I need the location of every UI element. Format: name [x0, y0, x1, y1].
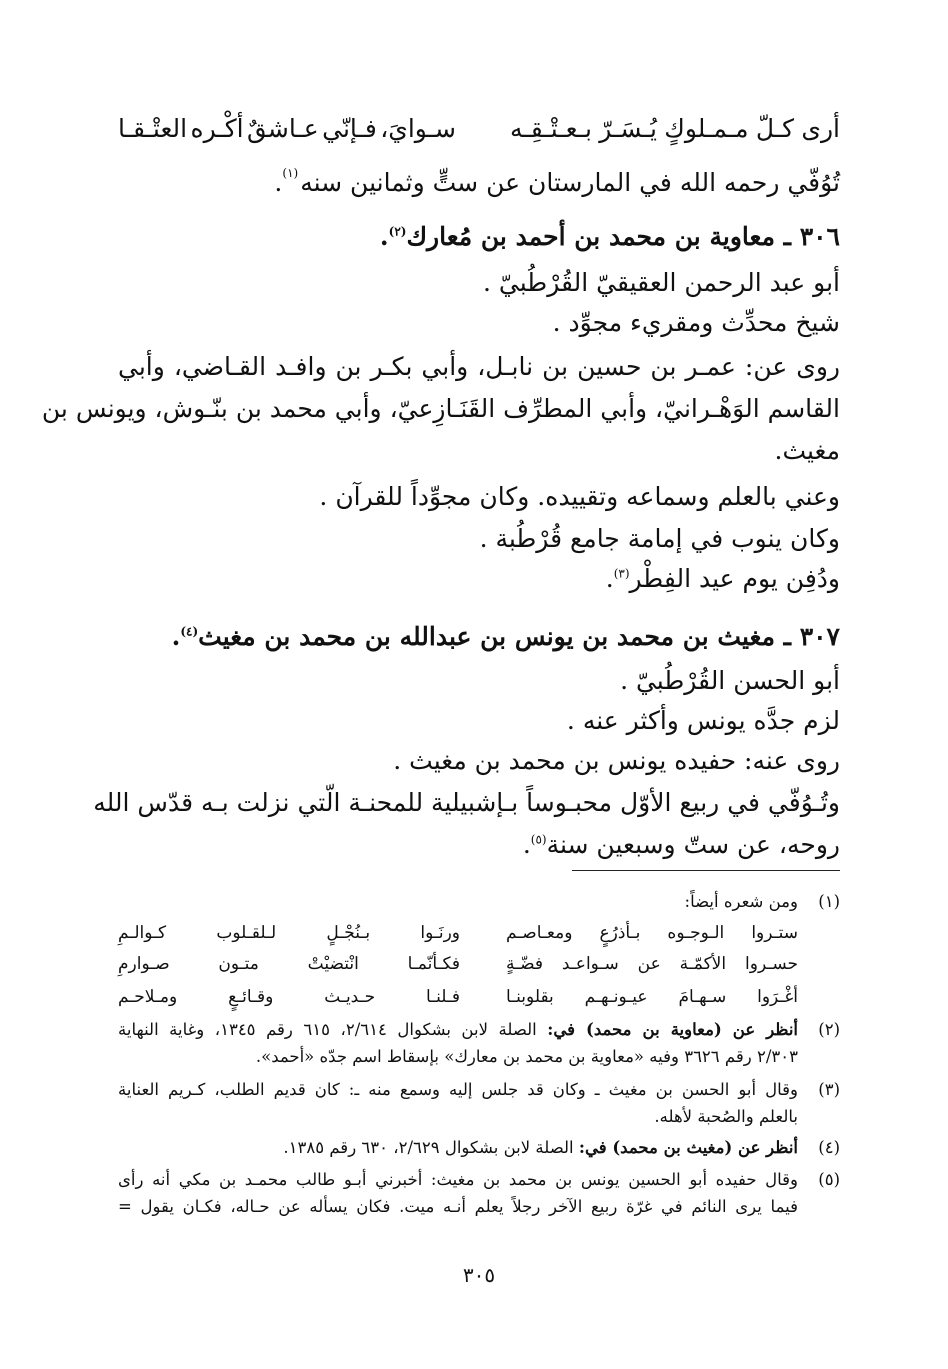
entry-306-line-2: وكان ينوب في إمامة جامع قُرْطُبة . — [479, 524, 840, 553]
entry-307-line-2: روى عنه: حفيده يونس بن محمد بن مغيث . — [393, 746, 840, 775]
footnote-divider — [572, 870, 840, 871]
page-number: ٣٠٥ — [462, 1263, 496, 1287]
footnote-verse-3-first: أغْـرَوا سـهـامَ عيـونـهـم بقلوبنـا — [506, 987, 798, 1007]
footnote-ref-1: (١) — [282, 166, 299, 180]
footnote-3 — [118, 1076, 840, 1130]
entry-306-narration-3: مغيث. — [774, 436, 840, 465]
entry-307-kunya: أبو الحسن القُرْطُبيّ . — [620, 666, 840, 695]
footnote-number: (٣) — [818, 1080, 840, 1099]
entry-306-heading: ٣٠٦ ـ معاوية بن محمد بن أحمد بن مُعارك$^{(٢)}$. — [379, 222, 840, 251]
footnote-number: (١) — [818, 892, 840, 911]
entry-306-kunya: أبو عبد الرحمن العقيقيّ القُرْطُبيّ . — [483, 268, 840, 297]
entry-306-narration-1: روى عن: عمـر بن حسين بن نابـل، وأبي بكـر بن وافـد القـاضي، وأبي — [118, 352, 840, 381]
footnote-verse-2-first: حسـروا الأكمّـة عن سـواعـد فضّـةٍ — [506, 954, 798, 974]
entry-306-line-3: ودُفِن يوم عيد الفِطْر$^{(٣)}$. — [605, 564, 840, 593]
footnote-1 — [118, 888, 840, 915]
footnote-verse-1-second: ورنَـوا بـنُجْـلٍ لـلقـلوب كـوالـمِ — [118, 923, 460, 943]
footnote-3-line-1: وقال أبو الحسن بن مغيث ـ وكان قد جلس إليه وسمع منه ـ: كان قديم الطلب، كـريم العناية — [118, 1080, 798, 1099]
footnote-ref-5: (٥) — [530, 832, 547, 847]
footnote-number: (٢) — [818, 1020, 840, 1039]
footnote-5 — [118, 1166, 840, 1220]
footnote-2-line-2: ٢/٣٠٣ رقم ٣٦٢٦ وفيه «معاوية بن محمد بن معارك» بإسقاط اسم جدّه «أحمد». — [255, 1047, 798, 1066]
footnote-ref-4: (٤) — [180, 624, 199, 639]
footnote-ref-3: (٣) — [613, 566, 630, 581]
footnote-4 — [118, 1134, 840, 1161]
footnote-5-line-2: فيما يرى النائم في غرّة ربيع الآخر رجلاً يعلم أنـه ميت. فكان يسأله عن حـاله، فكـان يقول = — [118, 1197, 798, 1216]
footnote-number: (٥) — [818, 1170, 840, 1189]
entry-307-heading: ٣٠٧ ـ مغيث بن محمد بن يونس بن عبدالله بن محمد بن مغيث$^{(٤)}$. — [171, 622, 840, 651]
footnote-1-poem — [118, 918, 840, 1018]
footnote-number: (٤) — [818, 1138, 840, 1157]
entry-307-line-3: وتُـوُفّي في ربيع الأوّل محبـوساً بـإشبيلية للمحنـة الّتي نزلت بـه قدّس الله — [93, 788, 840, 817]
footnote-2 — [118, 1016, 840, 1070]
footnote-4-line-1: أنظر عن (مغيث بن محمد) في: الصلة لابن بشكوال ٢/٦٢٩، ٦٣٠ رقم ١٣٨٥. — [283, 1138, 798, 1157]
footnote-3-line-2: بالعلم والصُحبة لأهله. — [654, 1107, 798, 1126]
entry-306-line-1: وعني بالعلم وسماعه وتقييده. وكان مجوِّداً للقرآن . — [319, 482, 840, 511]
entry-306-narration-2: القاسم الوَهْـرانيّ، وأبي المطرِّف القَنَـازِعيّ، وأبي محمد بن بنّـوش، ويونس بن — [41, 394, 840, 423]
verse-first-hemistich: أرى كـلّ مـمـلوكٍ يُـسَـرّ بـعـتْـقِـه — [510, 114, 840, 143]
footnote-verse-3-second: فـلنـا حـديـث وقـائـعٍ ومـلاحـم — [118, 987, 460, 1007]
entry-307-line-1: لزم جدَّه يونس وأكثر عنه . — [566, 706, 840, 735]
book-page — [41, 98, 840, 1298]
entry-306-description: شيخ محدِّث ومقريء مجوِّد . — [552, 308, 840, 337]
death-note: تُوُفّي رحمه الله في المارستان عن ستٍّ وثمانين سنه$^{(١)}$. — [274, 166, 840, 197]
footnote-5-line-1: وقال حفيده أبو الحسين يونس بن محمد بن مغيث: أخبرني أبـو طالب محمـد بن مكي أنه رأى — [118, 1170, 798, 1189]
footnote-verse-2-second: فكـأنّمـا انْتضيْتْ متـون صـوارمِ — [118, 954, 460, 974]
footnote-verse-1-first: ستـروا الـوجـوه بـأذرُعٍ ومعـاصـم — [506, 923, 798, 943]
footnote-ref-2: (٢) — [388, 224, 407, 239]
footnote-1-intro: ومن شعره أيضاً: — [684, 892, 798, 911]
footnote-2-line-1: أنظر عن (معاوية بن محمد) في: الصلة لابن بشكوال ٢/٦١٤، ٦١٥ رقم ١٣٤٥، وغاية النهاية — [118, 1020, 799, 1039]
entry-307-line-4: روحه، عن ستّ وسبعين سنة$^{(٥)}$. — [522, 830, 840, 859]
verse-second-hemistich: سـوايَ، فـإنّي عـاشقٌ أكْـره العتْـقـا — [118, 114, 456, 143]
